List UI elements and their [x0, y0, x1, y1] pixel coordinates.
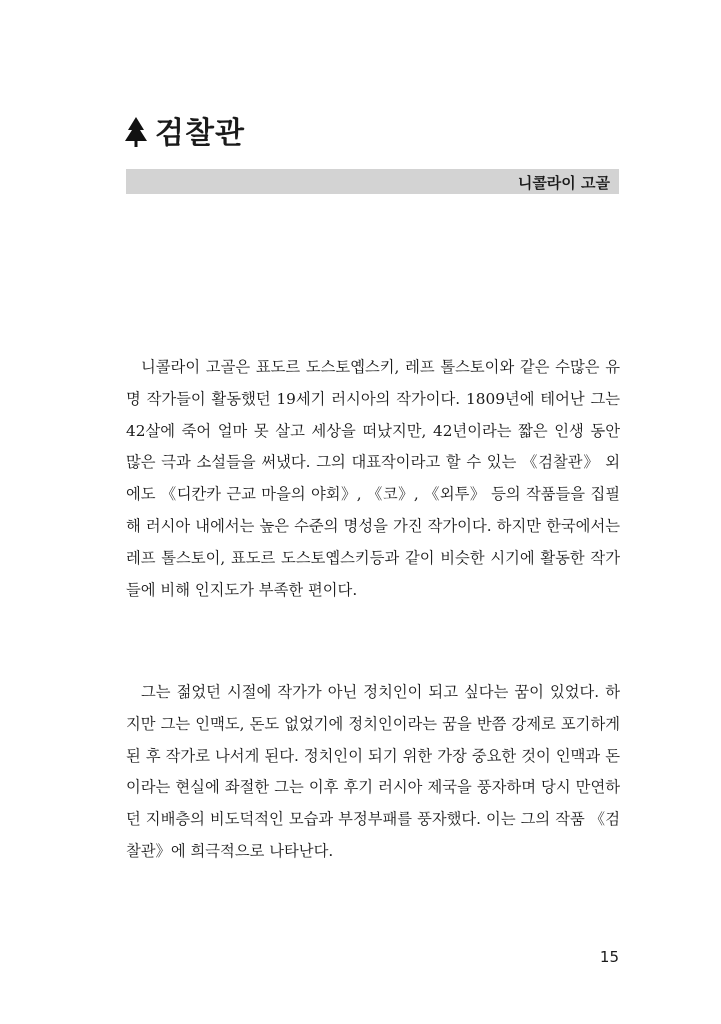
author-name: 니콜라이 고골 [517, 174, 610, 192]
page-number: 15 [599, 948, 619, 966]
page-title: 검찰관 [155, 116, 245, 151]
tree-icon [125, 117, 147, 147]
body-paragraph-1: 니콜라이 고골은 표도르 도스토옙스키, 레프 톨스토이와 같은 수많은 유명 작가들이 활동했던 19세기 러시아의 작가이다. 1809년에 테어난 그는 42살에 죽어 얼마 못 살고 세상을 떠났지만, 42년이라는 짧은 인생 동안 많은 극과 소설들을 써냈다. 그의 대표작이라고 할 수 있는 《검찰관》 외에도 《디칸카 근교 마을의 야회》, 《코》, 《외투》 등의 작품들을 집필해 러시아 내에서는 높은 수준의 명성을 가진 작가이다. 하지만 한국에서는 레프 톨스토이, 표도르 도스토옙스키등과 같이 비슷한 시기에 활동한 작가들에 비해 인지도가 부족한 편이다. [126, 358, 620, 599]
title-row [125, 108, 245, 152]
author-bar [126, 169, 619, 194]
body-paragraph-2: 그는 젊었던 시절에 작가가 아닌 정치인이 되고 싶다는 꿈이 있었다. 하지만 그는 인맥도, 돈도 없었기에 정치인이라는 꿈을 반쯤 강제로 포기하게 된 후 작가로 나서게 된다. 정치인이 되기 위한 가장 중요한 것이 인맥과 돈이라는 현실에 좌절한 그는 이후 후기 러시아 제국을 풍자하며 당시 만연하던 지배층의 비도덕적인 모습과 부정부패를 풍자했다. 이는 그의 작품 《검찰관》에 희극적으로 나타난다. [126, 683, 620, 860]
